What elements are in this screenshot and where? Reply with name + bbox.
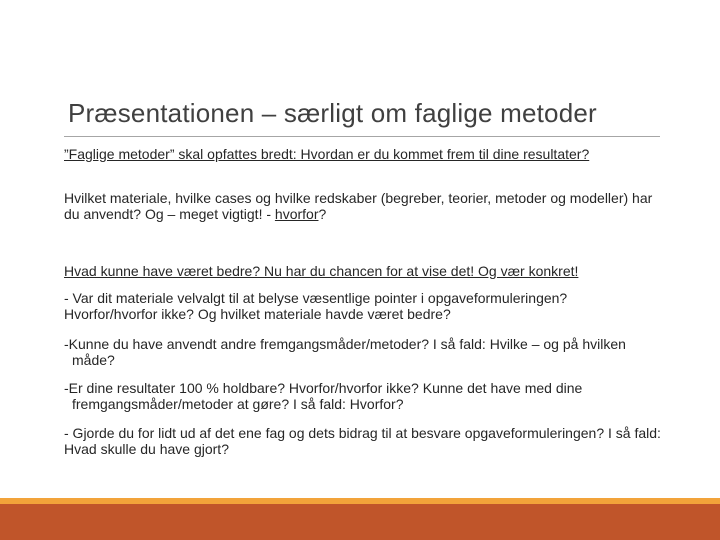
improvement-text: Hvad kunne have været bedre? Nu har du chancen for at vise det! Og vær konkret! — [64, 263, 579, 279]
paragraph-results-question: -Er dine resultater 100 % holdbare? Hvorfor/hvorfor ikke? Kunne det have med dine fremgangsmåder/metoder at gøre? I så fald: Hvorfor? — [64, 380, 583, 412]
title-divider — [64, 136, 660, 137]
paragraph-improvement — [64, 263, 664, 279]
paragraph-methods-question: -Kunne du have anvendt andre fremgangsmåder/metoder? I så fald: Hvilke – og på hvilken måde? — [64, 336, 626, 368]
hvorfor-emphasis: hvorfor — [274, 206, 319, 222]
paragraph-material-question: - Var dit materiale velvalgt til at belyse væsentlige pointer i opgaveformuleringen? Hvorfor/hvorfor ikke? Og hvilket materiale havde været bedre? — [64, 290, 568, 322]
material-end: ? — [318, 206, 327, 222]
material-text: Hvilket materiale, hvilke cases og hvilke redskaber (begreber, teorier, metoder og modeller) har du anvendt? Og – meget vigtigt! - — [64, 190, 653, 222]
definition-text: ”Faglige metoder” skal opfattes bredt: Hvordan er du kommet frem til dine resultater? — [64, 146, 590, 162]
paragraph-subject-question: - Gjorde du for lidt ud af det ene fag og dets bidrag til at besvare opgaveformuleringen? I så fald: Hvad skulle du have gjort? — [64, 425, 661, 457]
paragraph-material — [64, 190, 664, 222]
footer-accent-bar — [0, 504, 720, 540]
paragraph-definition — [64, 146, 664, 162]
slide-title: Præsentationen – særligt om faglige metoder — [68, 98, 597, 128]
